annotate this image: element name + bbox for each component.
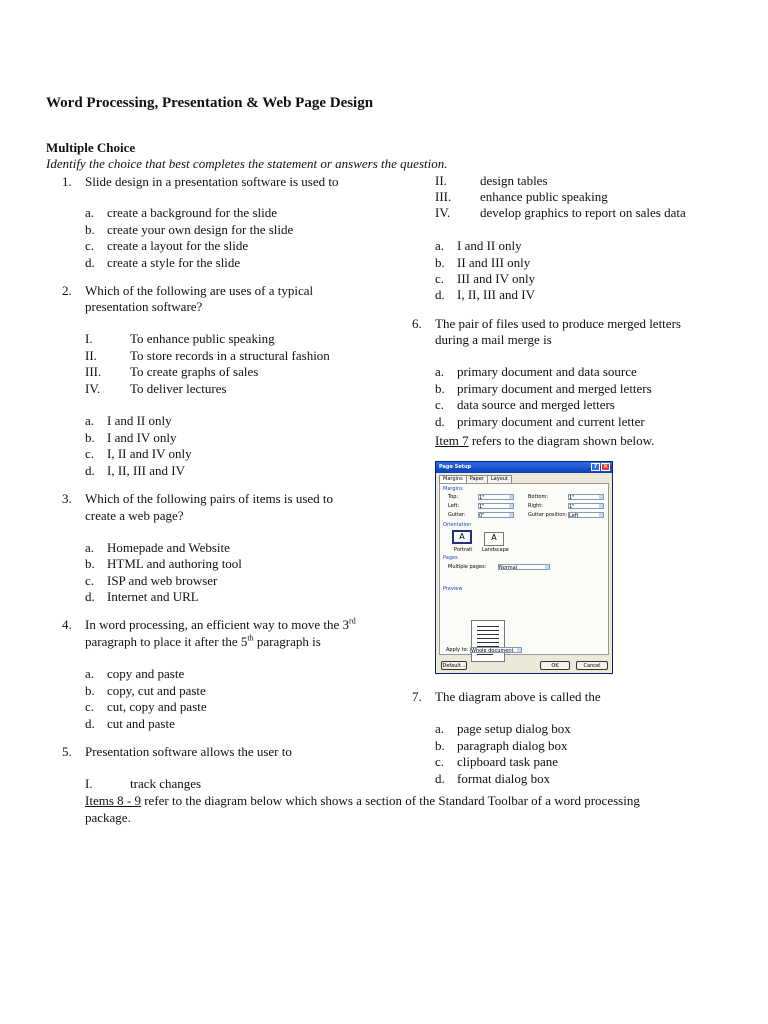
option-text: I, II, III and IV	[457, 287, 535, 302]
dialog-title: Page Setup	[439, 464, 472, 470]
close-icon: ✕	[602, 463, 609, 470]
option-letter: b.	[85, 683, 95, 698]
apply-to-select: Whole document	[470, 647, 522, 653]
option-letter: a.	[85, 413, 95, 428]
apply-to-label: Apply to:	[446, 647, 469, 653]
section-heading: Multiple Choice	[46, 140, 136, 155]
option-letter: a.	[85, 205, 95, 220]
gutter-label: Gutter:	[448, 512, 466, 518]
option-text: copy, cut and paste	[107, 683, 206, 698]
option-letter: d.	[85, 589, 95, 604]
gutter-position-label: Gutter position:	[528, 512, 568, 518]
preview-group-label: Preview	[443, 586, 463, 592]
option-text: ISP and web browser	[107, 573, 218, 588]
question-text: Which of the following are uses of a typical	[85, 283, 314, 298]
gutter-field: 0"	[478, 512, 514, 518]
roman-numeral: IV.	[435, 205, 451, 220]
question-number: 2.	[62, 283, 72, 298]
multiple-pages-select: Normal	[498, 564, 550, 570]
bottom-field: 1"	[568, 494, 604, 500]
question-text: Which of the following pairs of items is used to	[85, 491, 334, 506]
instructions: Identify the choice that best completes the statement or answers the question.	[46, 156, 448, 171]
roman-numeral: III.	[85, 364, 102, 379]
question-text: Presentation software allows the user to	[85, 744, 292, 759]
option-letter: b.	[435, 738, 445, 753]
portrait-icon: A	[452, 530, 472, 544]
roman-numeral: III.	[435, 189, 452, 204]
option-text: primary document and data source	[457, 364, 637, 379]
statement-text: To create graphs of sales	[130, 364, 259, 379]
statement-text: track changes	[130, 776, 202, 791]
left-label: Left:	[448, 503, 460, 509]
option-letter: c.	[435, 271, 445, 286]
question-text: Slide design in a presentation software is used to	[85, 174, 339, 189]
dialog-title-bar	[436, 462, 612, 473]
option-text: primary document and current letter	[457, 414, 645, 429]
option-text: III and IV only	[457, 271, 536, 286]
page-preview-image	[471, 620, 505, 662]
cancel-button: Cancel	[576, 661, 608, 670]
roman-numeral: I.	[85, 776, 93, 791]
option-letter: c.	[435, 754, 445, 769]
question-text: paragraph to place it after the 5th paragraph is	[85, 633, 321, 649]
option-text: II and III only	[457, 255, 531, 270]
roman-numeral: II.	[435, 173, 447, 188]
option-text: I and II only	[457, 238, 522, 253]
option-letter: a.	[85, 666, 95, 681]
option-text: cut, copy and paste	[107, 699, 207, 714]
item-7-reference: Item 7 refers to the diagram shown below.	[435, 433, 655, 448]
roman-numeral: II.	[85, 348, 97, 363]
option-letter: d.	[85, 463, 95, 478]
option-letter: c.	[435, 397, 445, 412]
option-letter: c.	[85, 573, 95, 588]
landscape-icon: A	[484, 532, 504, 546]
option-text: page setup dialog box	[457, 721, 571, 736]
option-letter: c.	[85, 446, 95, 461]
roman-numeral: I.	[85, 331, 93, 346]
option-letter: d.	[435, 287, 445, 302]
option-letter: c.	[85, 238, 95, 253]
dialog-tabs	[439, 475, 511, 483]
option-text: create a style for the slide	[107, 255, 241, 270]
option-letter: a.	[85, 540, 95, 555]
option-letter: a.	[435, 364, 445, 379]
gutter-position-field: Left	[568, 512, 604, 518]
question-text: The diagram above is called the	[435, 689, 601, 704]
question-text: create a web page?	[85, 508, 184, 523]
option-text: create a layout for the slide	[107, 238, 249, 253]
question-number: 7.	[412, 689, 422, 704]
dialog-panel	[439, 483, 609, 655]
option-letter: c.	[85, 699, 95, 714]
option-text: I and II only	[107, 413, 172, 428]
option-text: Internet and URL	[107, 589, 199, 604]
pages-group-label: Pages	[443, 555, 458, 561]
margins-group-label: Margins	[443, 486, 463, 492]
question-text: during a mail merge is	[435, 332, 552, 347]
top-label: Top:	[448, 494, 459, 500]
option-text: create a background for the slide	[107, 205, 278, 220]
statement-text: To store records in a structural fashion	[130, 348, 330, 363]
statement-text: design tables	[480, 173, 548, 188]
option-letter: a.	[435, 721, 445, 736]
option-text: cut and paste	[107, 716, 175, 731]
help-icon: ?	[591, 463, 600, 471]
left-field: 1"	[478, 503, 514, 509]
option-letter: b.	[85, 222, 95, 237]
option-letter: d.	[435, 414, 445, 429]
question-number: 5.	[62, 744, 72, 759]
option-text: I, II, III and IV	[107, 463, 185, 478]
right-field: 1"	[568, 503, 604, 509]
statement-text: enhance public speaking	[480, 189, 608, 204]
question-number: 6.	[412, 316, 422, 331]
document-title: Word Processing, Presentation & Web Page Design	[46, 95, 374, 111]
roman-numeral: IV.	[85, 381, 101, 396]
question-text: The pair of files used to produce merged letters	[435, 316, 681, 331]
option-text: I and IV only	[107, 430, 177, 445]
option-letter: b.	[85, 556, 95, 571]
option-text: Homepade and Website	[107, 540, 230, 555]
multiple-pages-label: Multiple pages:	[448, 564, 487, 570]
bottom-label: Bottom:	[528, 494, 549, 500]
items-8-9-reference: Items 8 - 9 refer to the diagram below which shows a section of the Standard Toolbar of a word processing	[85, 793, 640, 808]
option-text: create your own design for the slide	[107, 222, 294, 237]
option-text: clipboard task pane	[457, 754, 559, 769]
option-text: I, II and IV only	[107, 446, 192, 461]
tab-layout: Layout	[487, 475, 512, 483]
option-letter: a.	[435, 238, 445, 253]
option-text: copy and paste	[107, 666, 185, 681]
option-text: data source and merged letters	[457, 397, 615, 412]
default-button: Default...	[442, 663, 466, 669]
statement-text: develop graphics to report on sales data	[480, 205, 686, 220]
option-letter: b.	[435, 255, 445, 270]
option-text: paragraph dialog box	[457, 738, 568, 753]
option-letter: b.	[85, 430, 95, 445]
landscape-label: Landscape	[482, 547, 509, 553]
portrait-label: Portrait	[454, 547, 473, 553]
orientation-group-label: Orientation	[443, 522, 472, 528]
right-label: Right:	[528, 503, 543, 509]
question-number: 4.	[62, 617, 72, 632]
statement-text: To enhance public speaking	[130, 331, 275, 346]
option-text: HTML and authoring tool	[107, 556, 242, 571]
question-number: 1.	[62, 174, 72, 189]
items-8-9-reference-continued: package.	[85, 810, 131, 825]
option-letter: d.	[85, 255, 95, 270]
tab-paper: Paper	[466, 475, 488, 483]
option-text: format dialog box	[457, 771, 551, 786]
option-letter: d.	[435, 771, 445, 786]
question-text: In word processing, an efficient way to move the 3rd	[85, 616, 356, 632]
page-setup-dialog-image	[435, 461, 613, 674]
statement-text: To deliver lectures	[130, 381, 227, 396]
question-number: 3.	[62, 491, 72, 506]
question-text: presentation software?	[85, 299, 203, 314]
option-text: primary document and merged letters	[457, 381, 652, 396]
option-letter: d.	[85, 716, 95, 731]
top-field: 1"	[478, 494, 514, 500]
ok-button: OK	[540, 661, 570, 670]
tab-margins: Margins	[439, 475, 467, 483]
option-letter: b.	[435, 381, 445, 396]
